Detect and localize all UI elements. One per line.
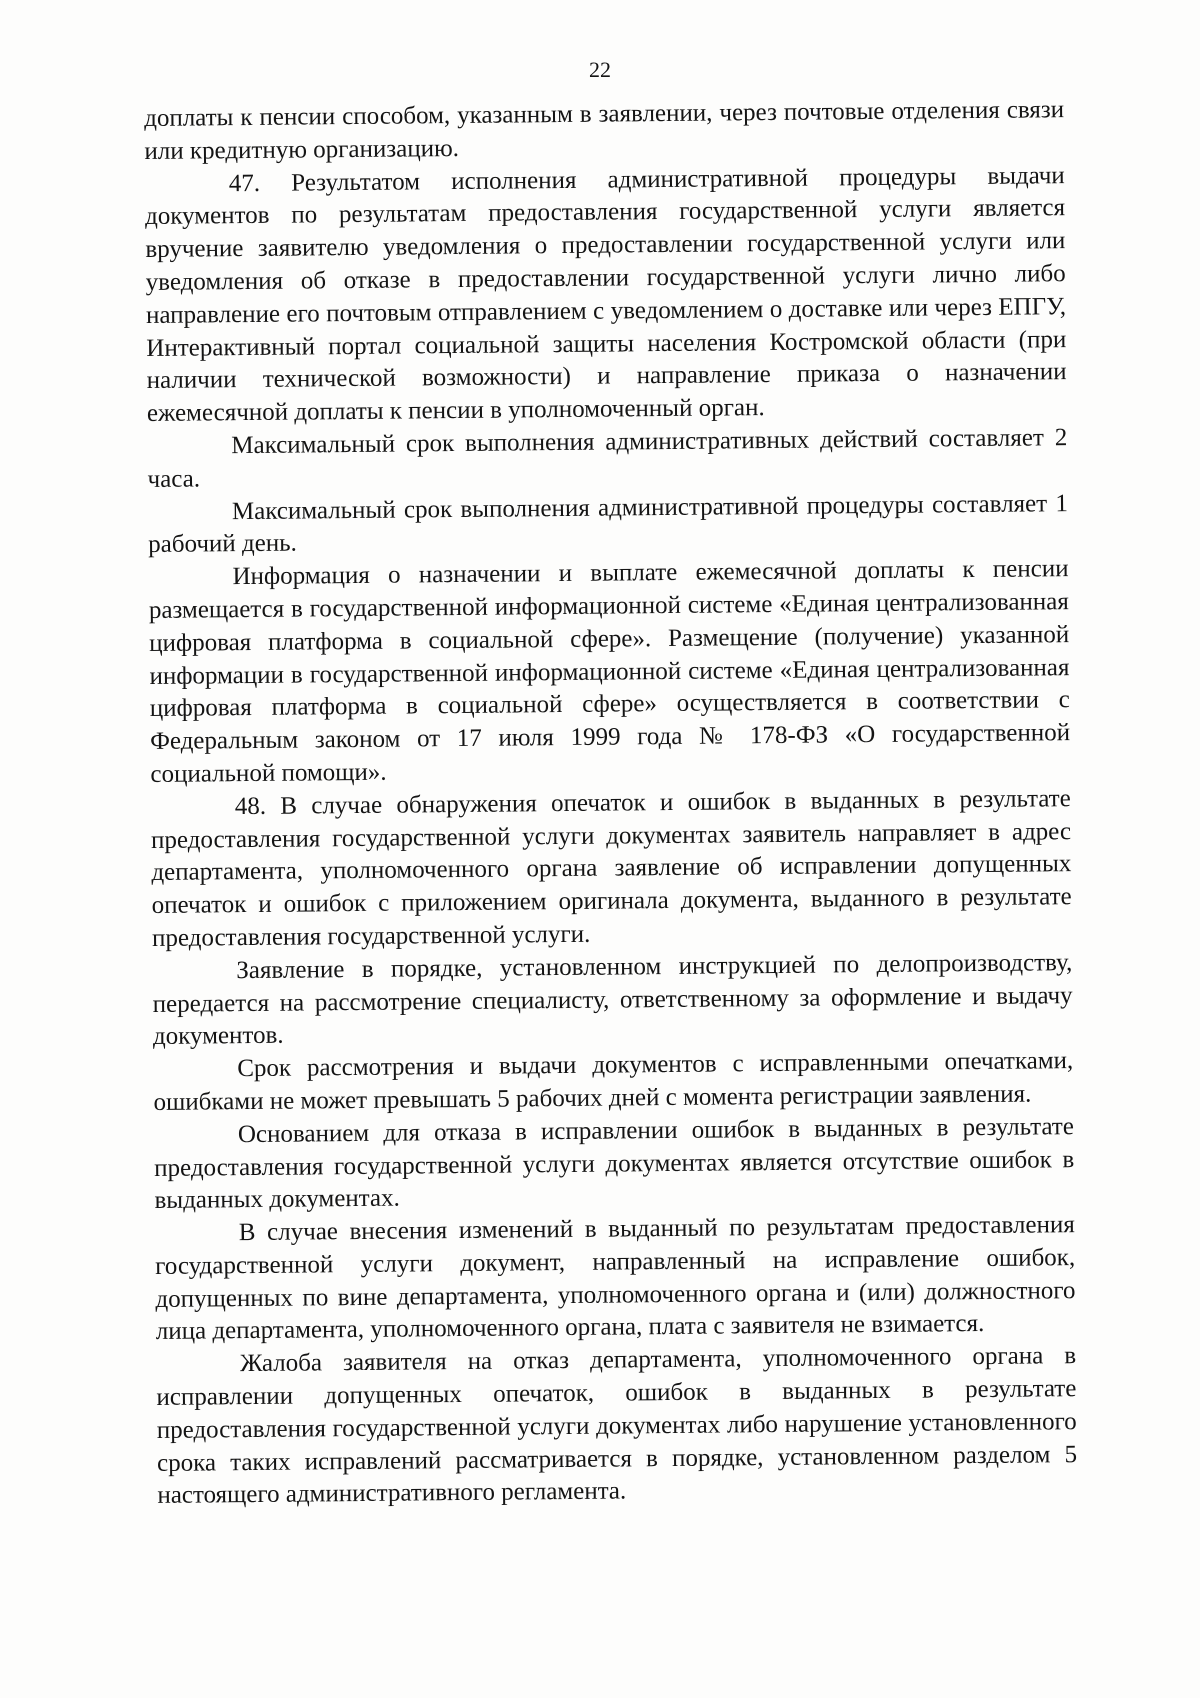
paragraph-continuation: доплаты к пенсии способом, указанным в заявлении, через почтовые отделения связи или кредитную организацию.: [144, 96, 1065, 165]
paragraph-application-procedure: Заявление в порядке, установленном инструкцией по делопроизводству, передается на рассмотрение специалисту, ответственному за оформление и выдачу документов.: [152, 948, 1073, 1051]
paragraph-information-placement: Информация о назначении и выплате ежемесячной доплаты к пенсии размещается в государственной информационной системе «Единая централизованная цифровая платформа в социальной сфере». Размещение (получение) указанной информации в государственной информационной системе «Единая централизованная цифровая платформа в социальной сфере» осуществляется в соответствии с Федеральным законом от 17 июля 1999 года № 178-ФЗ «О государственной социальной помощи».: [148, 555, 1071, 788]
document-text: [144, 94, 1077, 1513]
paragraph-47: 47. Результатом исполнения административной процедуры выдачи документов по результатам предоставления государственной услуги является вручение заявителю уведомления о предоставлении государственной услуги или уведомления об отказе в предоставлении государственной услуги лично либо направление его почтовым отправлением с уведомлением о доставке или через ЕПГУ, Интерактивный портал социальной защиты населения Костромской области (при наличии технической возможности) и направление приказа о назначении ежемесячной доплаты к пенсии в уполномоченный орган.: [144, 161, 1067, 428]
paragraph-no-fee: В случае внесения изменений в выданный по результатам предоставления государственной услуги документ, направленный на исправление ошибок, допущенных по вине департамента, уполномоченного органа и (или) должностного лица департамента, уполномоченного органа, плата с заявителя не взимается.: [155, 1211, 1076, 1346]
paragraph-max-term-procedure: Максимальный срок выполнения административной процедуры составляет 1 рабочий день.: [148, 489, 1069, 559]
paragraph-48: 48. В случае обнаружения опечаток и ошибок в выданных в результате предоставления государственной услуги документах заявитель направляет в адрес департамента, уполномоченного органа заявление об исправлении допущенных опечаток и ошибок с приложением оригинала документа, выданного в результате предоставления государственной услуги.: [150, 784, 1072, 952]
paragraph-review-term: Срок рассмотрения и выдачи документов с исправленными опечатками, ошибками не может превышать 5 рабочих дней с момента регистрации заявления.: [153, 1047, 1074, 1116]
paragraph-complaint: Жалоба заявителя на отказ департамента, уполномоченного органа в исправлении допущенных опечаток, ошибок в выданных в результате предоставления государственной услуги документах либо нарушение установленного срока таких исправлений рассматривается в порядке, установленном разделом 5 настоящего административного регламента.: [156, 1342, 1078, 1510]
paragraph-max-term-actions: Максимальный срок выполнения административных действий составляет 2 часа.: [147, 424, 1068, 493]
paragraph-refusal-grounds: Основанием для отказа в исправлении ошибок в выданных в результате предоставления государственной услуги документах является отсутствие ошибок в выданных документах.: [154, 1112, 1075, 1215]
page-number: 22: [589, 57, 611, 82]
